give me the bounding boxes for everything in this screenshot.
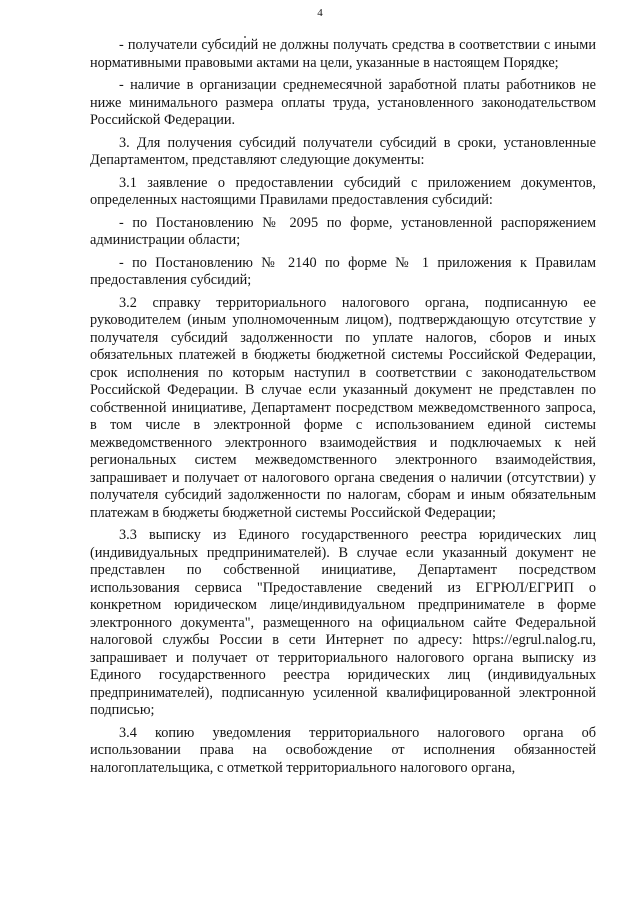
paragraph-no-other-funding: - получатели субсидий не должны получать средства в соответствии с иными нормативными правовыми актами на цели, указанные в настоящем Порядке; <box>90 37 596 71</box>
paragraph-3-4-notification-copy: 3.4 копию уведомления территориального налогового органа об использовании права на освобождение от исполнения обязанностей налогоплательщика, с отметкой территориального налогового органа, <box>90 724 596 776</box>
paragraph-3-1-application: 3.1 заявление о предоставлении субсидий с приложением документов, определенных настоящими Правилами предоставления субсидий: <box>90 174 596 208</box>
page-number: 4 <box>317 7 323 19</box>
paragraph-resolution-2095: - по Постановлению № 2095 по форме, установленной распоряжением администрации области; <box>90 214 596 248</box>
paragraph-3-2-tax-certificate: 3.2 справку территориального налогового органа, подписанную ее руководителем (иным уполномоченным лицом), подтверждающую отсутствие у получателя субсидий задолженности по уплате налогов, сборов и иных обязательных платежей в бюджеты бюджетной системы Российской Федерации, срок исполнения по которым наступил в соответствии с законодательством Российской Федерации. В случае если указанный документ не представлен по собственной инициативе, Департамент посредством межведомственного запроса, в том числе в электронной форме с использованием единой системы межведомственного электронного взаимодействия и подключаемых к ней региональных систем межведомственного электронного взаимодействия, запрашивает и получает от налогового органа сведения о наличии (отсутствии) у получателя субсидий задолженности по налогам, сборам и иным обязательным платежам в бюджеты бюджетной системы Российской Федерации; <box>90 294 596 521</box>
paragraph-resolution-2140: - по Постановлению № 2140 по форме № 1 приложения к Правилам предоставления субсидий; <box>90 254 596 288</box>
paragraph-minimum-wage: - наличие в организации среднемесячной заработной платы работников не ниже минимального размера оплаты труда, установленного законодательством Российской Федерации. <box>90 77 596 128</box>
document-body <box>90 37 596 777</box>
paragraph-documents-intro: 3. Для получения субсидий получатели субсидий в сроки, установленные Департаментом, представляют следующие документы: <box>90 134 596 168</box>
paragraph-3-3-registry-extract: 3.3 выписку из Единого государственного реестра юридических лиц (индивидуальных предпринимателей). В случае если указанный документ не представлен по собственной инициативе, Департамент посредством использования сервиса "Предоставление сведений из ЕГРЮЛ/ЕГРИП о конкретном юридическом лице/индивидуальном предпринимателе в форме электронного документа", размещенного на официальном сайте Федеральной налоговой службы России в сети Интернет по адресу: https://egrul.nalog.ru, запрашивает и получает от территориального налогового органа выписку из Единого государственного реестра юридических лиц (индивидуальных предпринимателей), подписанную усиленной квалифицированной электронной подписью; <box>90 527 596 718</box>
